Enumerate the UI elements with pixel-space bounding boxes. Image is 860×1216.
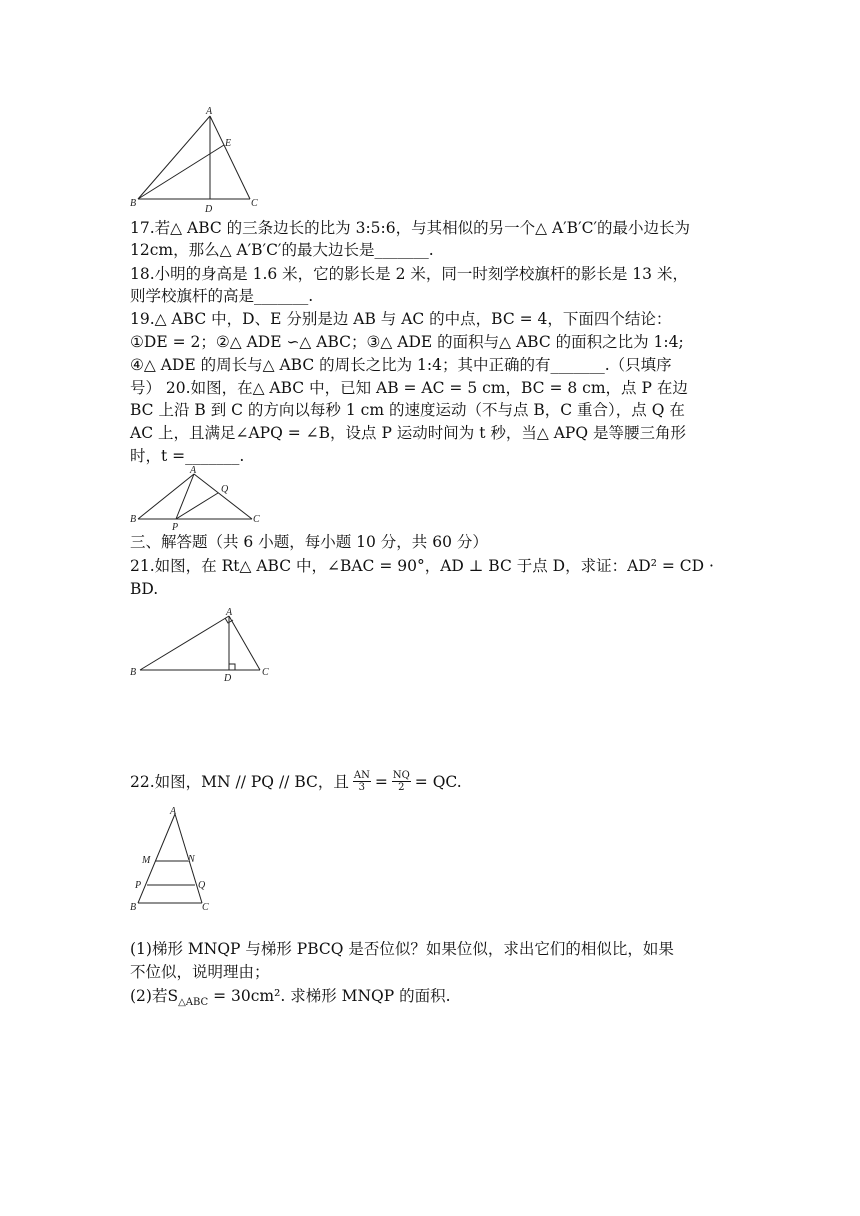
q22-prefix: 22.如图，MN // PQ // BC，且: [130, 772, 349, 791]
q17-line1: 17.若△ ABC 的三条边长的比为 3:5:6，与其相似的另一个△ A′B′C′的最小边长为: [130, 219, 690, 237]
label-a: A: [170, 806, 177, 817]
label-p: P: [135, 880, 142, 891]
label-c: C: [251, 198, 258, 209]
label-c: C: [262, 667, 269, 678]
fraction-denominator: 3: [358, 782, 366, 793]
figure-triangle-apq: [128, 464, 268, 534]
label-c: C: [202, 902, 209, 913]
label-m: M: [142, 855, 151, 866]
q20-line1: BC 上沿 B 到 C 的方向以每秒 1 cm 的速度运动（不与点 B，C 重合），点 Q 在: [130, 401, 685, 419]
q19-line2: ①DE = 2；②△ ADE ∽△ ABC；③△ ADE 的面积与△ ABC 的面积之比为 1:4;: [130, 333, 684, 351]
q22-suffix: = QC.: [414, 772, 462, 791]
q22-part1-line2: 不位似，说明理由；: [130, 963, 270, 981]
figure-right-triangle: [128, 604, 278, 684]
q17-line2: 12cm，那么△ A′B′C′的最大边长是_______.: [130, 241, 434, 259]
label-a: A: [190, 465, 197, 476]
fraction-an-3: [353, 770, 371, 793]
label-a: A: [226, 607, 233, 618]
q21-line2: BD.: [130, 580, 159, 598]
label-d: D: [224, 673, 232, 684]
q19-line3: ④△ ADE 的周长与△ ABC 的周长之比为 1:4；其中正确的有_______.（只填序: [130, 356, 672, 374]
label-q: Q: [198, 880, 206, 891]
figure-triangle-abc-de: [128, 104, 268, 216]
label-b: B: [130, 902, 137, 913]
label-n: N: [188, 854, 195, 865]
q20-line2: AC 上，且满足∠APQ = ∠B，设点 P 运动时间为 t 秒，当△ APQ 是等腰三角形: [130, 424, 686, 442]
subscript-triangle-abc: △ABC: [178, 997, 209, 1009]
q19-line4: 号） 20.如图，在△ ABC 中，已知 AB = AC = 5 cm，BC = 8 cm，点 P 在边: [130, 379, 688, 397]
fraction-numerator: AN: [353, 770, 370, 781]
q19-line1: 19.△ ABC 中，D、E 分别是边 AB 与 AC 的中点，BC = 4，下面四个结论：: [130, 310, 672, 328]
figure-trapezoids: [128, 804, 218, 916]
q22-part2-prefix: (2)若S: [130, 987, 179, 1005]
q20-line3: 时，t =_______.: [130, 447, 245, 465]
q18-line2: 则学校旗杆的高是_______.: [130, 287, 314, 305]
fraction-denominator: 2: [398, 782, 405, 793]
label-d: D: [205, 204, 213, 215]
q22-statement: [130, 770, 462, 793]
fraction-numerator: NQ: [392, 770, 410, 781]
label-b: B: [130, 198, 137, 209]
label-q: Q: [221, 484, 229, 495]
q22-part2-suffix: = 30cm². 求梯形 MNQP 的面积.: [208, 987, 451, 1005]
label-e: E: [225, 138, 232, 149]
label-b: B: [130, 667, 137, 678]
q22-part1-line1: (1)梯形 MNQP 与梯形 PBCQ 是否位似？如果位似，求出它们的相似比，如果: [130, 940, 674, 958]
label-b: B: [130, 514, 137, 525]
q22-part2: [130, 985, 451, 1014]
label-p: P: [172, 522, 179, 533]
section3-heading: 三、解答题（共 6 小题，每小题 10 分，共 60 分）: [130, 533, 488, 551]
equals-sign: =: [374, 772, 388, 791]
label-a: A: [206, 106, 213, 117]
fraction-nq-2: [392, 770, 411, 793]
label-c: C: [253, 514, 260, 525]
q21-line1: 21.如图，在 Rt△ ABC 中，∠BAC = 90°，AD ⊥ BC 于点 D，求证：AD² = CD ·: [130, 557, 714, 575]
q18-line1: 18.小明的身高是 1.6 米，它的影长是 2 米，同一时刻学校旗杆的影长是 13 米，: [130, 265, 688, 283]
